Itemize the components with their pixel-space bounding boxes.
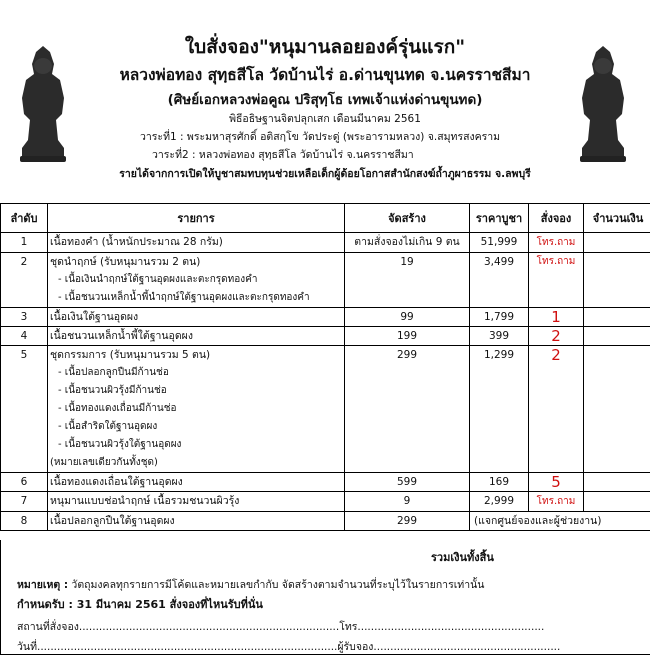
row-subitem: (หมายเลขเดียวกันทั้งชุด) (50, 457, 158, 468)
row-subitem: - เนื้อชนวนเหล็กน้ำพี้นำฤกษ์ใต้ฐานอุดผงและตะกรุดทองคำ (58, 292, 310, 303)
round-1-label: วาระที่1 : (140, 131, 184, 143)
table-header-row (1, 204, 650, 233)
row-item (48, 346, 345, 473)
table-row (1, 253, 650, 308)
total-label: รวมเงินทั้งสิ้น (431, 551, 494, 564)
table-row (1, 492, 650, 512)
row-qty: 9 (345, 492, 470, 512)
note (17, 576, 484, 593)
row-item: เนื้อชนวนเหล็กน้ำพี้ใต้ฐานอุดผง (48, 327, 345, 346)
note-label: หมายเหตุ : (17, 579, 69, 591)
row-subitem: - เนื้อปลอกลูกปืนมีก้านช่อ (58, 367, 169, 378)
row-no: 1 (1, 233, 48, 253)
row-price: 399 (470, 327, 529, 346)
round-2-label: วาระที่2 : (152, 149, 196, 161)
row-order-cell[interactable] (529, 473, 584, 492)
row-no: 6 (1, 473, 48, 492)
row-subitem: - เนื้อเงินนำฤกษ์ใต้ฐานอุดผงและตะกรุดทองคำ (58, 274, 258, 285)
row-amount-cell[interactable] (584, 253, 650, 308)
row-amount-cell[interactable] (584, 233, 650, 253)
row-subitem: - เนื้อสำริดใต้ฐานอุดผง (58, 421, 158, 432)
row-item (48, 253, 345, 308)
monk-name: หลวงพ่อทอง สุทฺธสีโล วัดบ้านไร่ อ.ด่านขุนทด จ.นครราชสีมา (119, 66, 531, 84)
col-header-amount: จำนวนเงิน (584, 204, 650, 233)
row-qty: 199 (345, 327, 470, 346)
row-order: 2 (551, 346, 561, 364)
row-item: หนุมานแบบช่อนำฤกษ์ เนื้อรวมชนวนผิวรุ้ง (48, 492, 345, 512)
row-order-cell[interactable] (529, 233, 584, 253)
table-row (1, 512, 650, 531)
order-table (0, 203, 650, 531)
row-order-cell[interactable] (529, 327, 584, 346)
row-order: โทร.ถาม (536, 496, 576, 507)
table-row (1, 233, 650, 253)
round-2-text: หลวงพ่อทอง สุทฺธสีโล วัดบ้านไร่ จ.นครราชสีมา (198, 149, 414, 161)
row-qty: 299 (345, 512, 470, 531)
table-row (1, 473, 650, 492)
row-item: เนื้อทองคำ (น้ำหนักประมาณ 28 กรัม) (48, 233, 345, 253)
row-order-cell[interactable] (529, 492, 584, 512)
row-order: โทร.ถาม (536, 256, 576, 267)
row-qty: 19 (345, 253, 470, 308)
row-amount-cell[interactable] (584, 346, 650, 473)
row-item: เนื้อทองแดงเถื่อนใต้ฐานอุดผง (48, 473, 345, 492)
col-header-qty: จัดสร้าง (345, 204, 470, 233)
row-subitem: - เนื้อทองแดงเถื่อนมีก้านช่อ (58, 403, 177, 414)
form-title: ใบสั่งจอง"หนุมานลอยองค์รุ่นแรก" (184, 36, 466, 58)
row-item: เนื้อปลอกลูกปืนใต้ฐานอุดผง (48, 512, 345, 531)
table-row (1, 308, 650, 327)
row-qty: ตามสั่งจองไม่เกิน 9 ตน (345, 233, 470, 253)
row-order: โทร.ถาม (536, 237, 576, 248)
row-qty: 299 (345, 346, 470, 473)
disciple-line: (ศิษย์เอกหลวงพ่อคูณ ปริสุทฺโธ เทพเจ้าแห่งด่านขุนทด) (167, 92, 483, 108)
row-price: 51,999 (470, 233, 529, 253)
row-amount-cell[interactable] (584, 492, 650, 512)
row-subitem: - เนื้อชนวนผิวรุ้งใต้ฐานอุดผง (58, 439, 182, 450)
row-order-cell[interactable] (529, 346, 584, 473)
table-row (1, 346, 650, 473)
row-amount-cell[interactable] (584, 308, 650, 327)
row-price: 1,299 (470, 346, 529, 473)
row-no: 5 (1, 346, 48, 473)
row-no: 8 (1, 512, 48, 531)
row-distribution-note: (แจกศูนย์จองและผู้ช่วยงาน) (470, 512, 650, 531)
row-no: 4 (1, 327, 48, 346)
order-footer (0, 540, 650, 655)
row-price: 169 (470, 473, 529, 492)
row-amount-cell[interactable] (584, 473, 650, 492)
note-text: วัตถุมงคลทุกรายการมีโค้ดและหมายเลขกำกับ จัดสร้างตามจำนวนที่ระบุไว้ในรายการเท่านั้น (71, 579, 485, 591)
col-header-item: รายการ (48, 204, 345, 233)
round-2 (152, 146, 414, 163)
date-receiver-field[interactable]: วันที่..........................................................................................ผู้รับจอง........................................................ (17, 641, 561, 653)
row-order: 2 (551, 327, 561, 345)
row-qty: 99 (345, 308, 470, 327)
row-subitem: - เนื้อชนวนผิวรุ้งมีก้านช่อ (58, 385, 167, 396)
row-no: 3 (1, 308, 48, 327)
order-place-field[interactable]: สถานที่สั่งจอง..............................................................................โทร........................................................ (17, 621, 545, 633)
row-order: 1 (551, 308, 561, 326)
col-header-order: สั่งจอง (529, 204, 584, 233)
row-item-title: ชุดนำฤกษ์ (รับหนุมานรวม 2 ตน) (50, 256, 201, 268)
row-order-cell[interactable] (529, 308, 584, 327)
col-header-no: ลำดับ (1, 204, 48, 233)
round-1 (140, 128, 500, 145)
ceremony-line: พิธีอธิษฐานจิตปลุกเสก เดือนมีนาคม 2561 (229, 113, 421, 125)
col-header-price: ราคาบูชา (470, 204, 529, 233)
row-no: 7 (1, 492, 48, 512)
row-amount-cell[interactable] (584, 327, 650, 346)
round-1-text: พระมหาสุรศักดิ์ อติสกฺโข วัดประดู่ (พระอารามหลวง) จ.สมุทรสงคราม (186, 131, 501, 143)
table-row (1, 327, 650, 346)
pickup-deadline: กำหนดรับ : 31 มีนาคม 2561 สั่งจองที่ไหนรับที่นั่น (17, 598, 263, 611)
row-price: 3,499 (470, 253, 529, 308)
income-line: รายได้จากการเปิดให้บูชาสมทบทุนช่วยเหลือเด็กผู้ด้อยโอกาสสำนักสงฆ์ถ้ำภูผาธรรม จ.ลพบุรี (119, 168, 531, 180)
row-qty: 599 (345, 473, 470, 492)
row-order: 5 (551, 473, 561, 491)
row-order-cell[interactable] (529, 253, 584, 308)
row-item-title: ชุดกรรมการ (รับหนุมานรวม 5 ตน) (50, 349, 211, 361)
row-item: เนื้อเงินใต้ฐานอุดผง (48, 308, 345, 327)
row-price: 2,999 (470, 492, 529, 512)
row-price: 1,799 (470, 308, 529, 327)
row-no: 2 (1, 253, 48, 308)
